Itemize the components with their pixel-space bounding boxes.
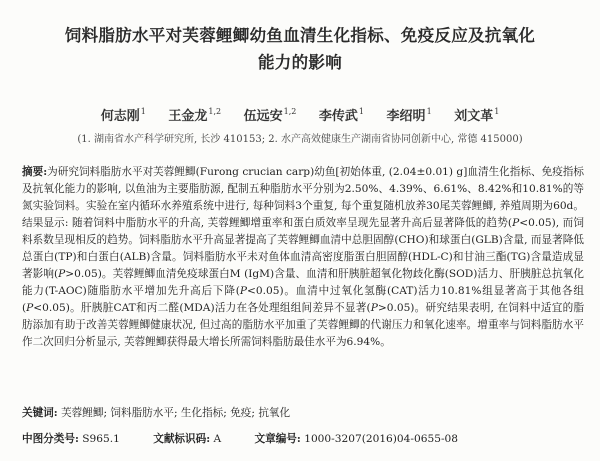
keywords (22, 405, 584, 420)
classification-info (22, 431, 584, 446)
affiliation: (1. 湖南省水产科学研究所, 长沙 410153; 2. 水产高效健康生产湖南省协同创新中心, 常德 415000) (77, 134, 523, 145)
author: 王金龙$^{1,2}$ (168, 107, 222, 124)
author: 伍远安$^{1,2}$ (243, 107, 297, 124)
paper-title (0, 22, 600, 76)
document-code: 文献标识码: A (153, 433, 222, 445)
title-line-2: 能力的影响 (258, 53, 342, 72)
keywords-label: 关键词: (22, 407, 58, 419)
author: 刘文革$^1$ (454, 107, 500, 124)
author: 李传武$^1$ (318, 107, 365, 124)
author: 李绍明$^1$ (386, 107, 432, 124)
author-list (0, 105, 600, 124)
clc-number: 中图分类号: S965.1 (22, 433, 120, 445)
article-number: 文章编号: 1000-3207(2016)04-0655-08 (254, 433, 459, 445)
keywords-text: 芙蓉鲤鲫; 饲料脂肪水平; 生化指标; 免疫; 抗氧化 (61, 407, 291, 419)
title-line-1: 饲料脂肪水平对芙蓉鲤鲫幼鱼血清生化指标、免疫反应及抗氧化 (64, 26, 536, 45)
abstract-label: 摘要: (22, 166, 48, 178)
abstract-paragraph: 摘要:为研究饲料脂肪水平对芙蓉鲤鲫(Furong crucian carp)幼鱼[初始体重, (2.04±0.01) g]血清生化指标、免疫指标及抗氧化能力的影响, 以鱼油为主要脂肪源, 配制五种脂肪水平分别为2.50%、4.39%、6.61%、8.42%和10.81%的等氮实验饲料。实验在室内循环水养殖系统中进行, 每种饲料3个重复, 每个重复随机放养30尾芙蓉鲤鲫, 养殖周期为60d。结果显示: 随着饲料中脂肪水平的升高, 芙蓉鲤鲫增重率和蛋白质效率呈现先显著升高后显著降低的趋势(P<0.05), 而饲料系数呈现相反的趋势。饲料脂肪水平升高显著提高了芙蓉鲤鲫血清中总胆固醇(CHO)和球蛋白(GLB)含量, 而显著降低总蛋白(TP)和白蛋白(ALB)含量。饲料脂肪水平未对鱼体血清高密度脂蛋白胆固醇(HDL-C)和甘油三酯(TG)含量造成显著影响(P>0.05)。芙蓉鲤鲫血清免疫球蛋白M (IgM)含量、血清和肝胰脏超氧化物歧化酶(SOD)活力、肝胰脏总抗氧化能力(T-AOC)随脂肪水平增加先升高后下降(P<0.05)。血清中过氧化氢酶(CAT)活力10.81%组显著高于其他各组(P<0.05)。肝胰脏CAT和丙二醛(MDA)活力在各处理组组间差异不显著(P>0.05)。研究结果表明, 在饲料中适宜的脂肪添加有助于改善芙蓉鲤鲫健康状况, 但过高的脂肪水平加重了芙蓉鲤鲫的代谢压力和氧化速率。增重率与饲料脂肪水平作二次回归分析显示, 芙蓉鲤鲫获得最大增长所需饲料脂肪最佳水平为6.94%。 (22, 166, 585, 348)
author: 何志刚$^1$ (100, 107, 146, 124)
